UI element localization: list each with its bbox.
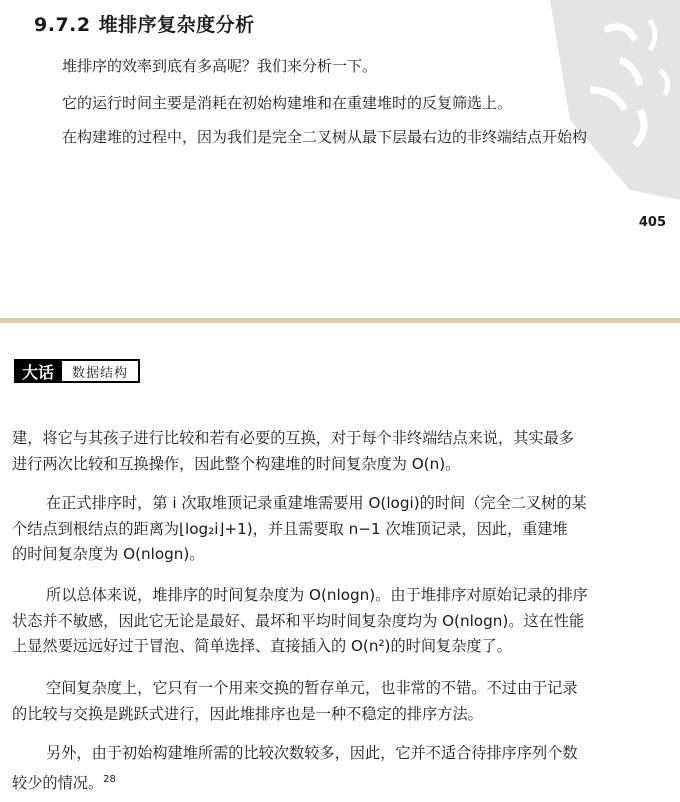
seal-watermark-image <box>510 0 680 200</box>
book-subtitle: 数据结构 <box>62 359 140 383</box>
section-title: 堆排序复杂度分析 <box>98 14 255 36</box>
text-line-content: 较少的情况。 <box>12 773 104 792</box>
footnote-ref: 28 <box>103 773 116 785</box>
paragraph <box>12 491 666 568</box>
text-line: 堆排序的效率到底有多高呢？我们来分析一下。 <box>62 57 378 75</box>
section-heading <box>34 10 255 37</box>
book-logo: 大话 <box>14 359 62 383</box>
text-line: 的时间复杂度为 O(nlogn)。 <box>12 545 205 563</box>
text-line: 进行两次比较和互换操作，因此整个构建堆的时间复杂度为 O(n)。 <box>12 454 461 473</box>
top-page <box>0 0 680 318</box>
paragraph <box>12 676 666 727</box>
text-line: 状态并不敏感，因此它无论是最好、最坏和平均时间复杂度均为 O(nlogn)。这在性能 <box>12 611 585 630</box>
text-line: 建，将它与其孩子进行比较和若有必要的互换，对于每个非终端结点来说，其实最多 <box>12 429 574 447</box>
text-line: 在构建堆的过程中，因为我们是完全二叉树从最下层最右边的非终端结点开始构 <box>62 128 588 146</box>
bottom-page <box>0 323 680 802</box>
running-header <box>14 359 140 383</box>
text-line: 在正式排序时，第 i 次取堆顶记录重建堆需要用 O(logi)的时间（完全二叉树的某 <box>46 494 587 512</box>
text-line: 个结点到根结点的距离为⌊log₂i⌋+1)，并且需要取 n−1 次堆顶记录，因此，重建堆 <box>12 519 568 538</box>
text-line: 空间复杂度上，它只有一个用来交换的暂存单元，也非常的不错。不过由于记录 <box>46 679 578 697</box>
text-line <box>12 767 666 797</box>
text-line: 它的运行时间主要是消耗在初始构建堆和在重建堆时的反复筛选上。 <box>62 94 513 112</box>
text-line: 所以总体来说，堆排序的时间复杂度为 O(nlogn)。由于堆排序对原始记录的排序 <box>46 586 588 604</box>
paragraph <box>12 741 666 796</box>
paragraph <box>12 583 666 660</box>
text-line: 另外，由于初始构建堆所需的比较次数较多，因此，它并不适合待排序序列个数 <box>46 744 578 762</box>
paragraph <box>12 426 666 477</box>
text-line: 的比较与交换是跳跃式进行，因此堆排序也是一种不稳定的排序方法。 <box>12 704 483 723</box>
text-line: 上显然要远远好过于冒泡、简单选择、直接插入的 O(n²)的时间复杂度了。 <box>12 637 512 655</box>
section-number: 9.7.2 <box>34 14 91 36</box>
page-number: 405 <box>638 215 666 230</box>
